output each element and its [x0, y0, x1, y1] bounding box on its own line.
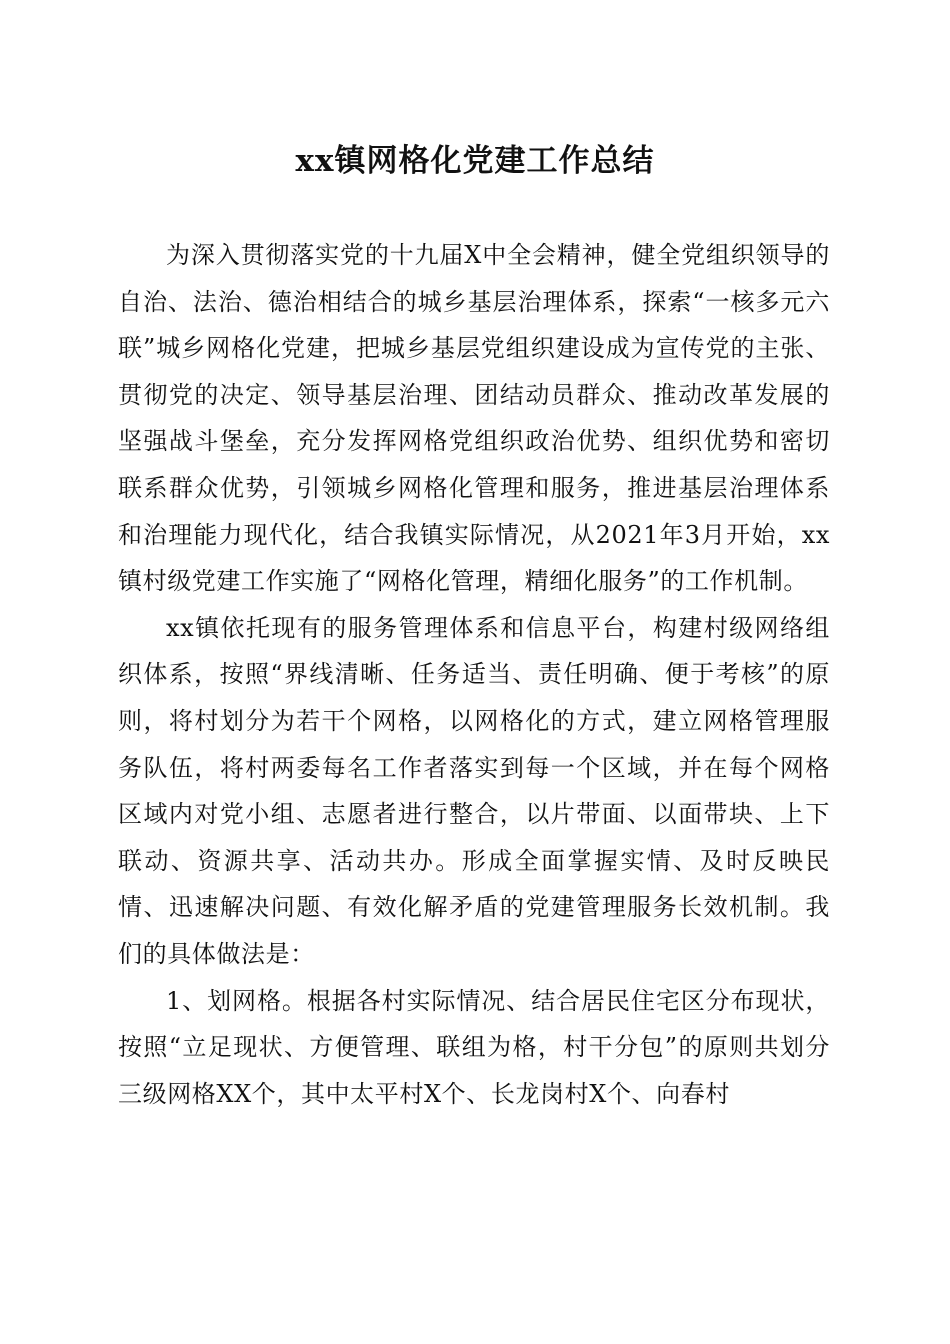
- document-title: xx镇网格化党建工作总结: [295, 143, 655, 179]
- paragraph-step-1: 1、划网格。根据各村实际情况、结合居民住宅区分布现状，按照“立足现状、方便管理、联组为格，村干分包”的原则共划分三级网格XX个，其中太平村X个、长龙岗村X个、向春村: [118, 986, 830, 1108]
- paragraph-approach: xx镇依托现有的服务管理体系和信息平台，构建村级网络组织体系，按照“界线清晰、任务适当、责任明确、便于考核”的原则，将村划分为若干个网格，以网格化的方式，建立网格管理服务队伍，将村两委每名工作者落实到每一个区域，并在每个网格区域内对党小组、志愿者进行整合，以片带面、以面带块、上下联动、资源共享、活动共办。形成全面掌握实情、及时反映民情、迅速解决问题、有效化解矛盾的党建管理服务长效机制。我们的具体做法是：: [118, 613, 830, 968]
- document-body: [118, 232, 830, 1117]
- paragraph-intro: 为深入贯彻落实党的十九届X中全会精神，健全党组织领导的自治、法治、德治相结合的城乡基层治理体系，探索“一核多元六联”城乡网格化党建，把城乡基层党组织建设成为宣传党的主张、贯彻党的决定、领导基层治理、团结动员群众、推动改革发展的坚强战斗堡垒，充分发挥网格党组织政治优势、组织优势和密切联系群众优势，引领城乡网格化管理和服务，推进基层治理体系和治理能力现代化，结合我镇实际情况，从2021年3月开始，xx镇村级党建工作实施了“网格化管理，精细化服务”的工作机制。: [118, 241, 830, 596]
